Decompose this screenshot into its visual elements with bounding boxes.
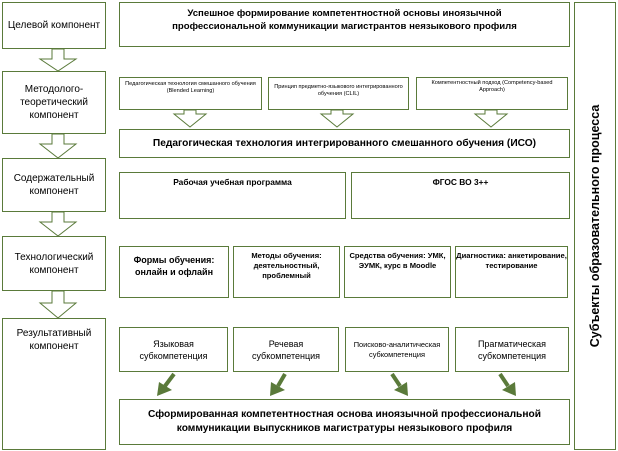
- target-text: Успешное формирование компетентностной основы иноязычной профессиональной коммуникации магистрантов неязыкового профиля: [172, 8, 517, 32]
- sub-box-4: [455, 327, 569, 372]
- arrow-approach-2: [321, 110, 353, 127]
- component-method: [2, 71, 106, 134]
- arrow-content-to-tech: [40, 212, 76, 236]
- component-tech: [2, 236, 106, 291]
- subjects-label: Субъекты образовательного процесса: [588, 104, 602, 348]
- sub-text-2: Речевая субкомпетенция: [251, 338, 321, 361]
- arrow-target-to-method: [40, 49, 76, 71]
- tech-text-4: Диагностика: анкетирование, тестирование: [456, 251, 567, 270]
- content-text-2: ФГОС ВО 3++: [432, 177, 489, 187]
- approach-box-1: [119, 77, 262, 110]
- content-text-1: Рабочая учебная программа: [173, 177, 292, 187]
- arrow-sub-3: [392, 374, 400, 386]
- sub-box-3: [345, 327, 449, 372]
- component-content: [2, 158, 106, 212]
- component-result: [2, 318, 106, 450]
- tech-text-1: Формы обучения: онлайн и офлайн: [133, 255, 215, 277]
- arrow-tech-to-result: [40, 291, 76, 318]
- sub-box-1: [119, 327, 228, 372]
- content-box-2: [351, 172, 570, 219]
- ico-text: Педагогическая технология интегрированного смешанного обучения (ИСО): [152, 137, 537, 149]
- arrow-approach-3: [475, 110, 507, 127]
- approach-box-2: [268, 77, 409, 110]
- arrow-sub-1: [165, 374, 174, 386]
- tech-text-2: Методы обучения: деятельностный, проблемный: [251, 251, 322, 280]
- approach-text-2: Принцип предметно-языкового интегрированного обучения (CLIL): [274, 84, 403, 97]
- sub-text-1: Языковая субкомпетенция: [139, 338, 208, 361]
- target-box: [119, 2, 570, 47]
- arrow-sub-4: [500, 374, 508, 386]
- component-method-label: Методолого-теоретический компонент: [20, 84, 88, 121]
- tech-box-1: [119, 246, 229, 298]
- component-content-label: Содержательный компонент: [13, 173, 95, 197]
- sub-box-2: [233, 327, 339, 372]
- approach-box-3: [416, 77, 568, 110]
- component-result-label: Результативный компонент: [16, 328, 92, 352]
- arrow-sub-2: [278, 374, 285, 386]
- arrow-approach-1: [174, 110, 206, 127]
- final-text: Сформированная компетентностная основа иноязычной профессиональной коммуникации выпускников магистратуры неязыкового профиля: [148, 409, 541, 434]
- tech-box-4: [455, 246, 568, 298]
- ico-box: [119, 129, 570, 158]
- component-target-label: Целевой компонент: [7, 20, 101, 31]
- tech-box-2: [233, 246, 340, 298]
- component-tech-label: Технологический компонент: [14, 251, 94, 276]
- content-box-1: [119, 172, 346, 219]
- approach-text-1: Педагогическая технология смешанного обучения (Blended Learning): [125, 81, 256, 94]
- tech-box-3: [344, 246, 451, 298]
- tech-text-3: Средства обучения: УМК, ЭУМК, курс в Moodle: [349, 251, 446, 270]
- arrow-method-to-content: [40, 134, 76, 158]
- sub-text-4: Прагматическая субкомпетенция: [477, 338, 547, 361]
- sub-text-3: Поисково-аналитическая субкомпетенция: [353, 339, 441, 359]
- final-box: [119, 399, 570, 445]
- component-target: [2, 2, 106, 49]
- approach-text-3: Компетентностный подход (Competency-based Approach): [431, 80, 553, 93]
- subjects-column: [574, 2, 616, 450]
